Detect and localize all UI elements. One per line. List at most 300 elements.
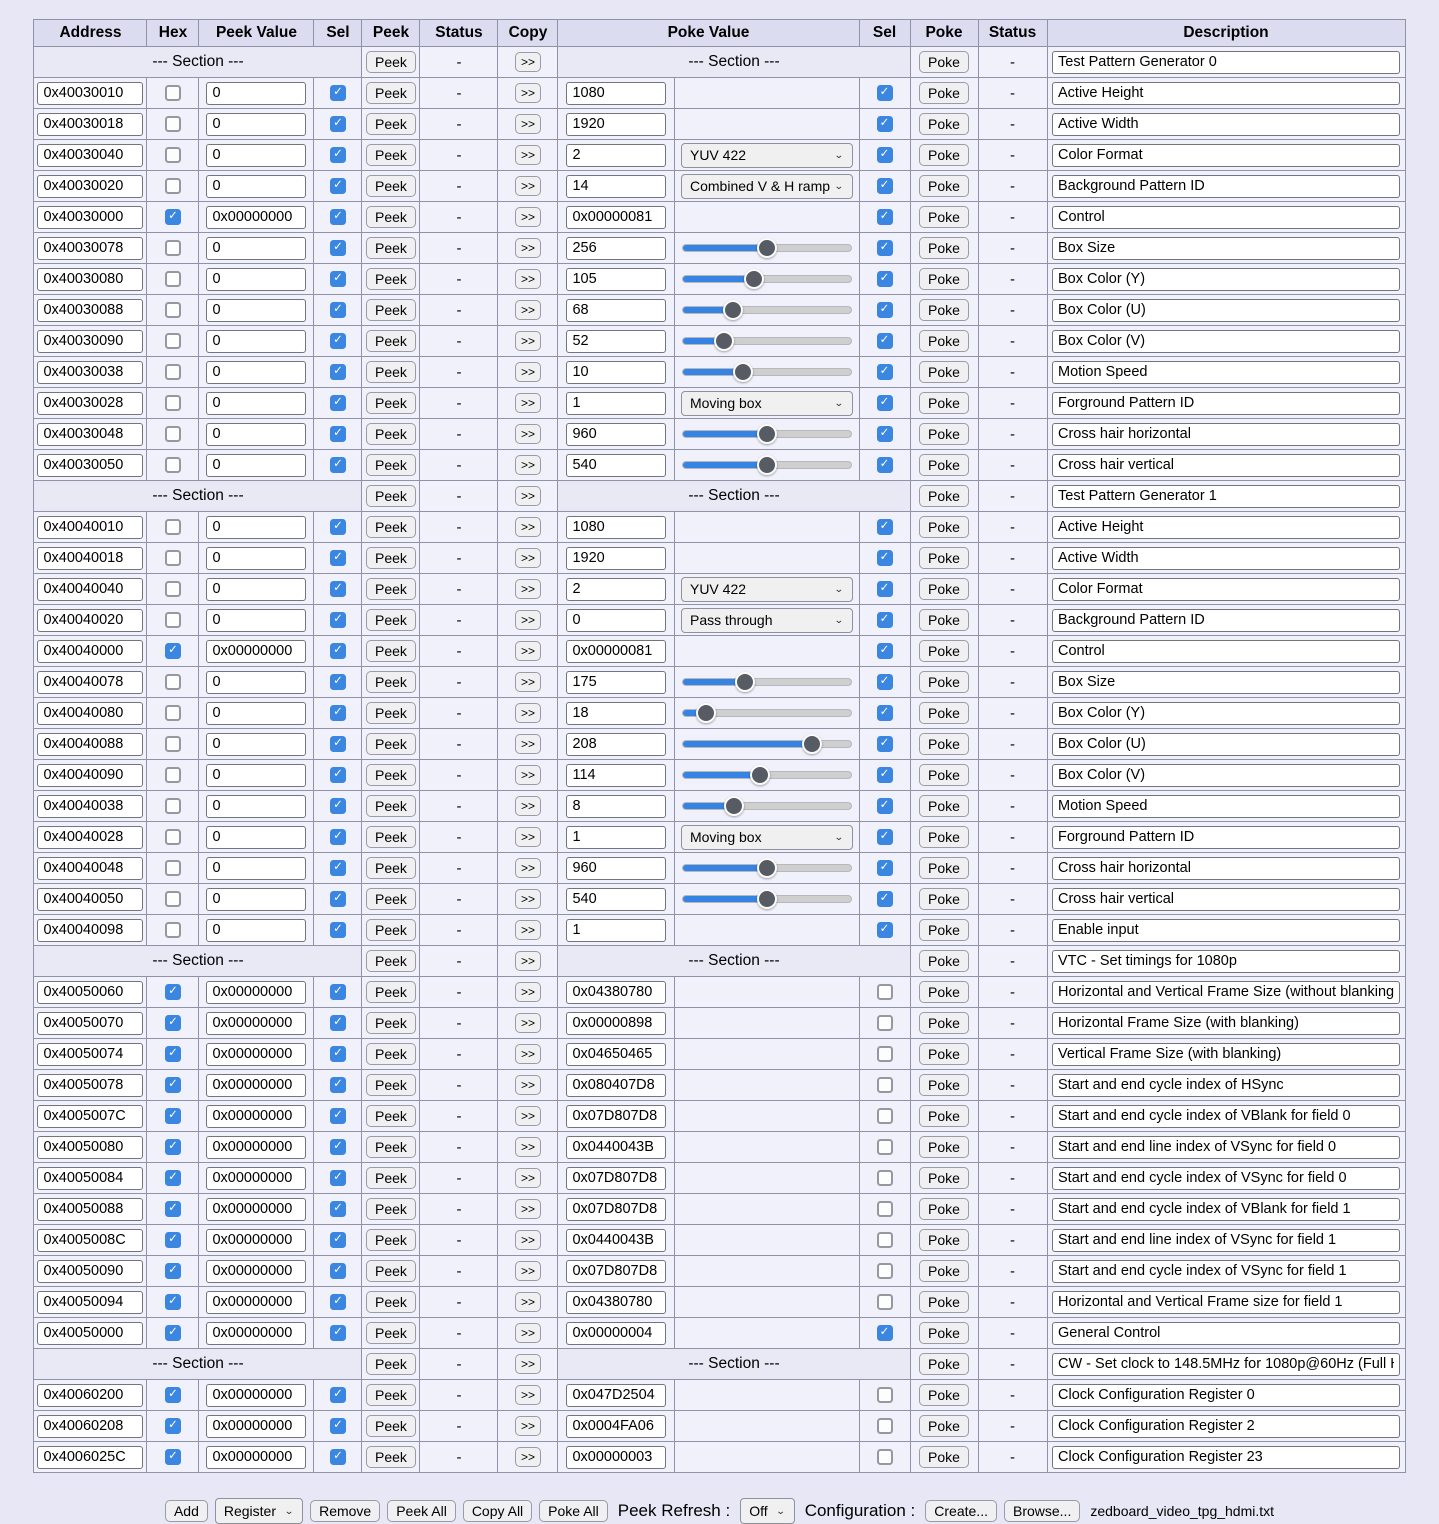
hex-checkbox[interactable]: [165, 271, 181, 287]
poke-button[interactable]: Poke: [919, 609, 969, 632]
peek-button[interactable]: Peek: [366, 237, 416, 260]
hex-checkbox[interactable]: [165, 1108, 181, 1124]
poke-value-input[interactable]: [566, 1415, 666, 1438]
peek-sel-checkbox[interactable]: [330, 922, 346, 938]
poke-sel-checkbox[interactable]: [877, 426, 893, 442]
hex-checkbox[interactable]: [165, 798, 181, 814]
address-input[interactable]: [37, 1074, 143, 1097]
description-input[interactable]: [1052, 237, 1400, 260]
peek-button[interactable]: Peek: [366, 1167, 416, 1190]
poke-button[interactable]: Poke: [919, 764, 969, 787]
description-input[interactable]: [1052, 113, 1400, 136]
peek-button[interactable]: Peek: [366, 268, 416, 291]
poke-value-input[interactable]: [566, 1446, 666, 1469]
peek-button[interactable]: Peek: [366, 795, 416, 818]
poke-button[interactable]: Poke: [919, 1260, 969, 1283]
peek-value-input[interactable]: [206, 113, 306, 136]
hex-checkbox[interactable]: [165, 302, 181, 318]
hex-checkbox[interactable]: [165, 674, 181, 690]
poke-button[interactable]: Poke: [919, 82, 969, 105]
poke-value-input[interactable]: [566, 702, 666, 725]
peek-sel-checkbox[interactable]: [330, 1201, 346, 1217]
poke-sel-checkbox[interactable]: [877, 1077, 893, 1093]
copy-button[interactable]: >>: [515, 52, 541, 72]
address-input[interactable]: [37, 857, 143, 880]
poke-value-input[interactable]: [566, 1043, 666, 1066]
slider-knob[interactable]: [757, 858, 777, 878]
copy-button[interactable]: >>: [515, 796, 541, 816]
poke-button[interactable]: Poke: [919, 1012, 969, 1035]
poke-value-input[interactable]: [566, 1291, 666, 1314]
hex-checkbox[interactable]: [165, 1015, 181, 1031]
hex-checkbox[interactable]: [165, 1046, 181, 1062]
peek-button[interactable]: Peek: [366, 51, 416, 74]
poke-slider[interactable]: [682, 330, 852, 352]
peek-button[interactable]: Peek: [366, 950, 416, 973]
copy-button[interactable]: >>: [515, 424, 541, 444]
description-input[interactable]: [1052, 1074, 1400, 1097]
copy-button[interactable]: >>: [515, 331, 541, 351]
hex-checkbox[interactable]: [165, 1449, 181, 1465]
poke-value-input[interactable]: [566, 547, 666, 570]
peek-value-input[interactable]: [206, 919, 306, 942]
slider-knob[interactable]: [735, 672, 755, 692]
hex-checkbox[interactable]: [165, 364, 181, 380]
copy-button[interactable]: >>: [515, 1044, 541, 1064]
section-description-input[interactable]: [1052, 51, 1400, 74]
poke-sel-checkbox[interactable]: [877, 798, 893, 814]
poke-button[interactable]: Poke: [919, 826, 969, 849]
peek-value-input[interactable]: [206, 423, 306, 446]
poke-sel-checkbox[interactable]: [877, 116, 893, 132]
copy-button[interactable]: >>: [515, 1106, 541, 1126]
copy-button[interactable]: >>: [515, 207, 541, 227]
poke-sel-checkbox[interactable]: [877, 395, 893, 411]
poke-sel-checkbox[interactable]: [877, 1232, 893, 1248]
peek-button[interactable]: Peek: [366, 144, 416, 167]
peek-value-input[interactable]: [206, 1415, 306, 1438]
peek-value-input[interactable]: [206, 206, 306, 229]
poke-button[interactable]: Poke: [919, 1198, 969, 1221]
peek-sel-checkbox[interactable]: [330, 767, 346, 783]
copy-button[interactable]: >>: [515, 238, 541, 258]
slider-knob[interactable]: [724, 796, 744, 816]
poke-button[interactable]: Poke: [919, 1043, 969, 1066]
register-select[interactable]: [215, 1498, 303, 1524]
poke-value-input[interactable]: [566, 1136, 666, 1159]
poke-slider[interactable]: [682, 888, 852, 910]
address-input[interactable]: [37, 547, 143, 570]
address-input[interactable]: [37, 764, 143, 787]
hex-checkbox[interactable]: [165, 891, 181, 907]
hex-checkbox[interactable]: [165, 612, 181, 628]
slider-knob[interactable]: [723, 300, 743, 320]
hex-checkbox[interactable]: [165, 1294, 181, 1310]
poke-sel-checkbox[interactable]: [877, 1108, 893, 1124]
address-input[interactable]: [37, 1136, 143, 1159]
poke-value-input[interactable]: [566, 330, 666, 353]
peek-button[interactable]: Peek: [366, 1198, 416, 1221]
copy-all-button[interactable]: Copy All: [463, 1500, 532, 1523]
peek-button[interactable]: Peek: [366, 1105, 416, 1128]
poke-sel-checkbox[interactable]: [877, 1387, 893, 1403]
peek-value-input[interactable]: [206, 764, 306, 787]
address-input[interactable]: [37, 299, 143, 322]
poke-value-input[interactable]: [566, 981, 666, 1004]
poke-button[interactable]: Poke: [919, 1291, 969, 1314]
poke-button[interactable]: Poke: [919, 888, 969, 911]
poke-button[interactable]: Poke: [919, 330, 969, 353]
hex-checkbox[interactable]: [165, 519, 181, 535]
poke-button[interactable]: Poke: [919, 1167, 969, 1190]
poke-slider[interactable]: [682, 671, 852, 693]
address-input[interactable]: [37, 113, 143, 136]
description-input[interactable]: [1052, 1415, 1400, 1438]
peek-value-input[interactable]: [206, 1384, 306, 1407]
address-input[interactable]: [37, 1446, 143, 1469]
peek-all-button[interactable]: Peek All: [387, 1500, 456, 1523]
poke-button[interactable]: Poke: [919, 1384, 969, 1407]
slider-knob[interactable]: [757, 889, 777, 909]
poke-slider[interactable]: [682, 268, 852, 290]
hex-checkbox[interactable]: [165, 209, 181, 225]
peek-value-input[interactable]: [206, 82, 306, 105]
address-input[interactable]: [37, 1198, 143, 1221]
peek-sel-checkbox[interactable]: [330, 829, 346, 845]
address-input[interactable]: [37, 1105, 143, 1128]
peek-sel-checkbox[interactable]: [330, 1449, 346, 1465]
poke-sel-checkbox[interactable]: [877, 612, 893, 628]
copy-button[interactable]: >>: [515, 579, 541, 599]
address-input[interactable]: [37, 578, 143, 601]
peek-refresh-select[interactable]: [740, 1498, 794, 1524]
peek-sel-checkbox[interactable]: [330, 1263, 346, 1279]
poke-sel-checkbox[interactable]: [877, 1294, 893, 1310]
peek-sel-checkbox[interactable]: [330, 550, 346, 566]
poke-button[interactable]: Poke: [919, 919, 969, 942]
peek-value-input[interactable]: [206, 826, 306, 849]
hex-checkbox[interactable]: [165, 1139, 181, 1155]
peek-sel-checkbox[interactable]: [330, 798, 346, 814]
copy-button[interactable]: >>: [515, 672, 541, 692]
peek-sel-checkbox[interactable]: [330, 116, 346, 132]
poke-sel-checkbox[interactable]: [877, 333, 893, 349]
peek-value-input[interactable]: [206, 392, 306, 415]
poke-value-input[interactable]: [566, 82, 666, 105]
address-input[interactable]: [37, 1415, 143, 1438]
peek-button[interactable]: Peek: [366, 888, 416, 911]
poke-select[interactable]: [681, 174, 853, 199]
copy-button[interactable]: >>: [515, 1292, 541, 1312]
peek-sel-checkbox[interactable]: [330, 1108, 346, 1124]
poke-value-input[interactable]: [566, 671, 666, 694]
poke-button[interactable]: Poke: [919, 51, 969, 74]
description-input[interactable]: [1052, 175, 1400, 198]
add-button[interactable]: Add: [165, 1500, 208, 1523]
copy-button[interactable]: >>: [515, 951, 541, 971]
poke-button[interactable]: Poke: [919, 1353, 969, 1376]
peek-sel-checkbox[interactable]: [330, 674, 346, 690]
hex-checkbox[interactable]: [165, 1201, 181, 1217]
description-input[interactable]: [1052, 733, 1400, 756]
copy-button[interactable]: >>: [515, 300, 541, 320]
poke-button[interactable]: Poke: [919, 485, 969, 508]
description-input[interactable]: [1052, 702, 1400, 725]
peek-button[interactable]: Peek: [366, 1353, 416, 1376]
copy-button[interactable]: >>: [515, 1199, 541, 1219]
peek-button[interactable]: Peek: [366, 1012, 416, 1035]
description-input[interactable]: [1052, 547, 1400, 570]
poke-value-input[interactable]: [566, 795, 666, 818]
peek-sel-checkbox[interactable]: [330, 612, 346, 628]
peek-sel-checkbox[interactable]: [330, 209, 346, 225]
poke-sel-checkbox[interactable]: [877, 457, 893, 473]
peek-sel-checkbox[interactable]: [330, 1294, 346, 1310]
copy-button[interactable]: >>: [515, 1230, 541, 1250]
remove-button[interactable]: Remove: [310, 1500, 380, 1523]
poke-button[interactable]: Poke: [919, 454, 969, 477]
address-input[interactable]: [37, 795, 143, 818]
poke-value-input[interactable]: [566, 1074, 666, 1097]
peek-sel-checkbox[interactable]: [330, 1046, 346, 1062]
copy-button[interactable]: >>: [515, 765, 541, 785]
poke-sel-checkbox[interactable]: [877, 1449, 893, 1465]
peek-sel-checkbox[interactable]: [330, 178, 346, 194]
peek-value-input[interactable]: [206, 268, 306, 291]
address-input[interactable]: [37, 206, 143, 229]
peek-sel-checkbox[interactable]: [330, 1325, 346, 1341]
description-input[interactable]: [1052, 640, 1400, 663]
peek-button[interactable]: Peek: [366, 609, 416, 632]
copy-button[interactable]: >>: [515, 889, 541, 909]
poke-sel-checkbox[interactable]: [877, 1263, 893, 1279]
slider-knob[interactable]: [757, 455, 777, 475]
peek-button[interactable]: Peek: [366, 392, 416, 415]
poke-slider[interactable]: [682, 237, 852, 259]
peek-button[interactable]: Peek: [366, 671, 416, 694]
poke-value-input[interactable]: [566, 361, 666, 384]
hex-checkbox[interactable]: [165, 767, 181, 783]
copy-button[interactable]: >>: [515, 1075, 541, 1095]
address-input[interactable]: [37, 175, 143, 198]
poke-button[interactable]: Poke: [919, 423, 969, 446]
poke-button[interactable]: Poke: [919, 1322, 969, 1345]
poke-value-input[interactable]: [566, 640, 666, 663]
peek-sel-checkbox[interactable]: [330, 891, 346, 907]
description-input[interactable]: [1052, 423, 1400, 446]
peek-sel-checkbox[interactable]: [330, 1232, 346, 1248]
peek-value-input[interactable]: [206, 361, 306, 384]
poke-value-input[interactable]: [566, 237, 666, 260]
peek-button[interactable]: Peek: [366, 423, 416, 446]
poke-value-input[interactable]: [566, 1260, 666, 1283]
poke-sel-checkbox[interactable]: [877, 922, 893, 938]
peek-value-input[interactable]: [206, 888, 306, 911]
peek-value-input[interactable]: [206, 175, 306, 198]
copy-button[interactable]: >>: [515, 610, 541, 630]
description-input[interactable]: [1052, 888, 1400, 911]
peek-value-input[interactable]: [206, 547, 306, 570]
description-input[interactable]: [1052, 578, 1400, 601]
copy-button[interactable]: >>: [515, 982, 541, 1002]
poke-button[interactable]: Poke: [919, 237, 969, 260]
poke-slider[interactable]: [682, 764, 852, 786]
peek-value-input[interactable]: [206, 1167, 306, 1190]
hex-checkbox[interactable]: [165, 395, 181, 411]
peek-value-input[interactable]: [206, 981, 306, 1004]
address-input[interactable]: [37, 237, 143, 260]
address-input[interactable]: [37, 392, 143, 415]
poke-button[interactable]: Poke: [919, 392, 969, 415]
poke-sel-checkbox[interactable]: [877, 178, 893, 194]
poke-sel-checkbox[interactable]: [877, 271, 893, 287]
description-input[interactable]: [1052, 1198, 1400, 1221]
description-input[interactable]: [1052, 1043, 1400, 1066]
peek-button[interactable]: Peek: [366, 485, 416, 508]
peek-sel-checkbox[interactable]: [330, 519, 346, 535]
hex-checkbox[interactable]: [165, 457, 181, 473]
address-input[interactable]: [37, 268, 143, 291]
poke-button[interactable]: Poke: [919, 640, 969, 663]
peek-button[interactable]: Peek: [366, 702, 416, 725]
peek-value-input[interactable]: [206, 702, 306, 725]
copy-button[interactable]: >>: [515, 1447, 541, 1467]
poke-button[interactable]: Poke: [919, 702, 969, 725]
address-input[interactable]: [37, 919, 143, 942]
address-input[interactable]: [37, 516, 143, 539]
poke-button[interactable]: Poke: [919, 1415, 969, 1438]
peek-button[interactable]: Peek: [366, 1043, 416, 1066]
peek-value-input[interactable]: [206, 1260, 306, 1283]
hex-checkbox[interactable]: [165, 736, 181, 752]
slider-knob[interactable]: [757, 424, 777, 444]
poke-sel-checkbox[interactable]: [877, 1418, 893, 1434]
poke-slider[interactable]: [682, 423, 852, 445]
poke-select[interactable]: [681, 577, 853, 602]
peek-value-input[interactable]: [206, 1446, 306, 1469]
description-input[interactable]: [1052, 826, 1400, 849]
peek-value-input[interactable]: [206, 516, 306, 539]
address-input[interactable]: [37, 330, 143, 353]
hex-checkbox[interactable]: [165, 829, 181, 845]
copy-button[interactable]: >>: [515, 362, 541, 382]
copy-button[interactable]: >>: [515, 1323, 541, 1343]
description-input[interactable]: [1052, 1167, 1400, 1190]
peek-sel-checkbox[interactable]: [330, 984, 346, 1000]
peek-sel-checkbox[interactable]: [330, 1015, 346, 1031]
peek-sel-checkbox[interactable]: [330, 364, 346, 380]
poke-value-input[interactable]: [566, 516, 666, 539]
poke-button[interactable]: Poke: [919, 268, 969, 291]
peek-value-input[interactable]: [206, 299, 306, 322]
peek-value-input[interactable]: [206, 578, 306, 601]
slider-knob[interactable]: [696, 703, 716, 723]
poke-select[interactable]: [681, 143, 853, 168]
description-input[interactable]: [1052, 516, 1400, 539]
poke-button[interactable]: Poke: [919, 733, 969, 756]
address-input[interactable]: [37, 1229, 143, 1252]
poke-button[interactable]: Poke: [919, 1136, 969, 1159]
poke-value-input[interactable]: [566, 609, 666, 632]
poke-slider[interactable]: [682, 454, 852, 476]
copy-button[interactable]: >>: [515, 734, 541, 754]
address-input[interactable]: [37, 1043, 143, 1066]
hex-checkbox[interactable]: [165, 426, 181, 442]
poke-value-input[interactable]: [566, 454, 666, 477]
peek-value-input[interactable]: [206, 609, 306, 632]
description-input[interactable]: [1052, 857, 1400, 880]
copy-button[interactable]: >>: [515, 1385, 541, 1405]
poke-value-input[interactable]: [566, 392, 666, 415]
peek-button[interactable]: Peek: [366, 1260, 416, 1283]
address-input[interactable]: [37, 1167, 143, 1190]
address-input[interactable]: [37, 888, 143, 911]
description-input[interactable]: [1052, 1384, 1400, 1407]
poke-button[interactable]: Poke: [919, 299, 969, 322]
poke-value-input[interactable]: [566, 113, 666, 136]
poke-sel-checkbox[interactable]: [877, 643, 893, 659]
poke-value-input[interactable]: [566, 1198, 666, 1221]
address-input[interactable]: [37, 1260, 143, 1283]
hex-checkbox[interactable]: [165, 116, 181, 132]
hex-checkbox[interactable]: [165, 860, 181, 876]
peek-sel-checkbox[interactable]: [330, 271, 346, 287]
copy-button[interactable]: >>: [515, 1013, 541, 1033]
slider-knob[interactable]: [733, 362, 753, 382]
hex-checkbox[interactable]: [165, 1232, 181, 1248]
peek-sel-checkbox[interactable]: [330, 860, 346, 876]
peek-button[interactable]: Peek: [366, 640, 416, 663]
description-input[interactable]: [1052, 1136, 1400, 1159]
peek-button[interactable]: Peek: [366, 1384, 416, 1407]
hex-checkbox[interactable]: [165, 1387, 181, 1403]
poke-slider[interactable]: [682, 733, 852, 755]
copy-button[interactable]: >>: [515, 1261, 541, 1281]
peek-button[interactable]: Peek: [366, 113, 416, 136]
poke-button[interactable]: Poke: [919, 175, 969, 198]
poke-sel-checkbox[interactable]: [877, 674, 893, 690]
copy-button[interactable]: >>: [515, 641, 541, 661]
copy-button[interactable]: >>: [515, 1168, 541, 1188]
description-input[interactable]: [1052, 609, 1400, 632]
poke-button[interactable]: Poke: [919, 206, 969, 229]
poke-value-input[interactable]: [566, 764, 666, 787]
poke-sel-checkbox[interactable]: [877, 736, 893, 752]
peek-value-input[interactable]: [206, 1074, 306, 1097]
peek-sel-checkbox[interactable]: [330, 581, 346, 597]
address-input[interactable]: [37, 454, 143, 477]
poke-value-input[interactable]: [566, 175, 666, 198]
peek-button[interactable]: Peek: [366, 733, 416, 756]
peek-sel-checkbox[interactable]: [330, 1077, 346, 1093]
description-input[interactable]: [1052, 392, 1400, 415]
peek-button[interactable]: Peek: [366, 1136, 416, 1159]
peek-value-input[interactable]: [206, 640, 306, 663]
poke-value-input[interactable]: [566, 733, 666, 756]
poke-button[interactable]: Poke: [919, 1229, 969, 1252]
poke-select[interactable]: [681, 391, 853, 416]
poke-slider[interactable]: [682, 702, 852, 724]
peek-button[interactable]: Peek: [366, 764, 416, 787]
poke-value-input[interactable]: [566, 423, 666, 446]
poke-sel-checkbox[interactable]: [877, 519, 893, 535]
description-input[interactable]: [1052, 361, 1400, 384]
copy-button[interactable]: >>: [515, 703, 541, 723]
peek-button[interactable]: Peek: [366, 1322, 416, 1345]
poke-sel-checkbox[interactable]: [877, 1046, 893, 1062]
address-input[interactable]: [37, 361, 143, 384]
peek-sel-checkbox[interactable]: [330, 1387, 346, 1403]
